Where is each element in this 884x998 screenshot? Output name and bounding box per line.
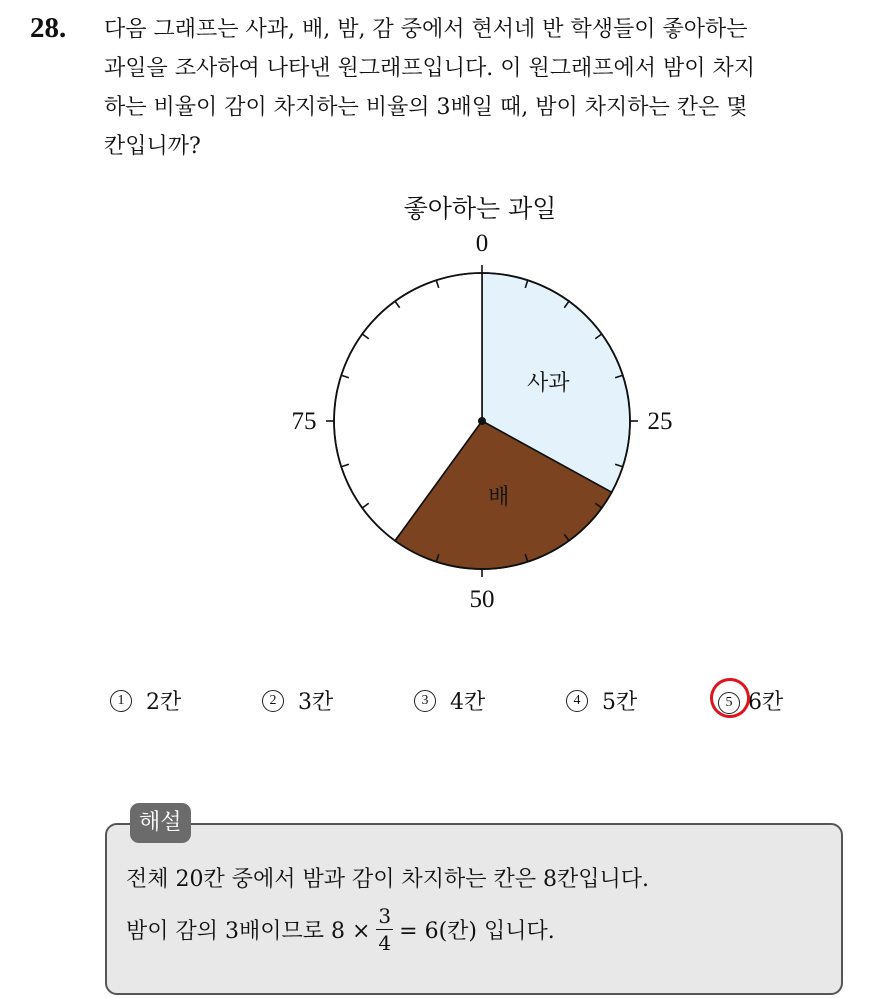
question-number: 28. [30,12,67,44]
explanation-line-2-prefix: 밤이 감의 3배이므로 8 × [126,919,371,944]
center-dot [478,417,486,425]
choice-text: 5칸 [602,690,638,715]
choice-5[interactable] [718,685,783,716]
choice-text: 4칸 [450,690,486,715]
choice-text: 2칸 [146,690,182,715]
choice-text: 3칸 [298,690,334,715]
choice-1[interactable] [110,685,181,716]
choice-number-mark: 1 [110,690,132,712]
choice-mark-wrapper [718,687,748,714]
fraction-denominator: 4 [378,931,392,955]
question-text [104,10,864,166]
choice-3[interactable] [414,685,485,716]
choice-text: 6칸 [748,690,784,715]
choice-4[interactable] [566,685,637,716]
explanation-line-1: 전체 20칸 중에서 밤과 감이 차지하는 칸은 8칸입니다. [126,867,649,892]
slice-label: 사과 [526,370,570,396]
fraction-numerator: 3 [378,904,392,928]
pie-chart-svg [280,185,680,613]
question-line: 다음 그래프는 사과, 배, 밤, 감 중에서 현서네 반 학생들이 좋아하는 [104,17,748,42]
tick-label-75: 75 [291,408,317,435]
choice-number-mark: 2 [262,690,284,712]
answer-choices [0,685,884,725]
tick-label-0: 0 [475,230,489,257]
tick-label-50: 50 [469,586,495,613]
question-line: 하는 비율이 감이 차지하는 비율의 3배일 때, 밤이 차지하는 칸은 몇 [104,95,748,120]
choice-2[interactable] [262,685,333,716]
question-line: 칸입니까? [104,134,201,159]
chart-title: 좋아하는 과일 [403,194,557,223]
explanation-line-2 [126,906,555,953]
explanation-label: 해설 [130,803,191,843]
choice-number-mark: 4 [566,690,588,712]
choice-number-mark: 5 [718,692,740,714]
pie-chart [280,185,680,613]
explanation-line-2-suffix: = 6(칸) 입니다. [399,919,555,944]
choice-number-mark: 3 [414,690,436,712]
question-line: 과일을 조사하여 나타낸 원그래프입니다. 이 원그래프에서 밤이 차지 [104,56,756,81]
tick-label-25: 25 [647,408,673,435]
slice-label: 배 [488,485,510,511]
fraction [376,906,393,953]
